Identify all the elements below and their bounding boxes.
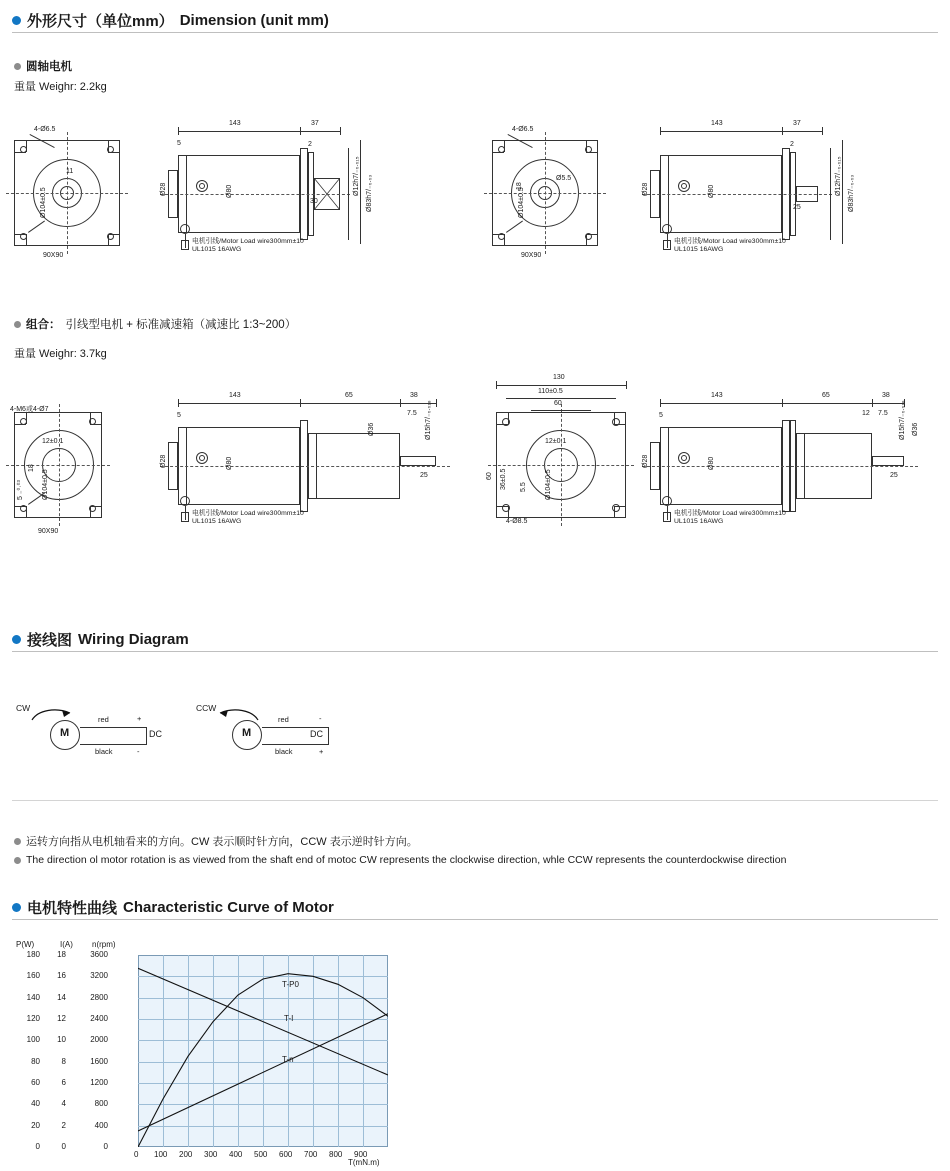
chart-xlabel: T(mN.m)	[348, 1158, 380, 1167]
series-label-2: T-n	[282, 1055, 294, 1064]
d2-slot-label: 18	[516, 182, 523, 190]
axis-label-current: 12	[57, 1014, 66, 1023]
d1-pilot-tolerance: Ø83h7/₋₀.₀₃	[366, 174, 373, 212]
d4-height-in: 36±0.5	[500, 468, 507, 490]
d4-slot-label: 5.5	[520, 482, 527, 492]
note-cn: 运转方向指从电机轴看来的方向。CW 表示顺时针方向，CCW 表示逆时针方向。	[26, 836, 418, 848]
d1-body-d: Ø80	[226, 184, 233, 198]
axis-label-speed: 2000	[90, 1035, 108, 1045]
round-shaft-weight: 重量 Weighr: 2.2kg	[14, 81, 107, 93]
d4-body-d: Ø80	[708, 456, 715, 470]
d4-front-b: 12	[862, 410, 870, 417]
series-label-1: T-I	[284, 1014, 294, 1023]
dimension-section-title	[12, 10, 329, 31]
d4-step-label: 5	[659, 412, 663, 419]
curve-divider	[12, 919, 938, 920]
axis-label-power: 60	[31, 1078, 40, 1087]
curve-title-cn: 电机特性曲线	[27, 900, 118, 917]
gray-bullet-icon-3	[14, 838, 21, 845]
d4-body-length: 143	[711, 392, 723, 399]
ccw-motor-letter: M	[242, 727, 252, 739]
combo-weight: 重量 Weighr: 3.7kg	[14, 348, 107, 360]
wiring-title-en: Wiring Diagram	[78, 631, 189, 648]
axis-label-speed: 400	[94, 1120, 108, 1130]
d3-gear-length: 65	[345, 392, 353, 399]
note-en: The direction ol motor rotation is as viewed from the shaft end of motoc CW represents the clockwise direction, whle CCW represents the counterdockwise direction	[26, 854, 787, 866]
d1-wire-note-en: UL1015 16AWG	[192, 246, 242, 254]
axis-label-current: 14	[57, 992, 66, 1002]
d3-slot-tol-label: 5 ₋⁰·⁰³	[17, 480, 24, 500]
d1-key-length: 30	[310, 198, 318, 205]
d4-wire-note-en: UL1015 16AWG	[674, 518, 724, 526]
axis-label-power: 140	[26, 992, 40, 1002]
axis-label-power: 180	[26, 950, 40, 959]
d3-out-length: 25	[420, 472, 428, 479]
x-tick-label: 500	[254, 1150, 268, 1159]
d3-holes-label: 4-M6或4-Ø7	[10, 406, 49, 413]
ccw-minus-label-top: -	[319, 714, 322, 723]
axis-label-current: 0	[61, 1142, 66, 1151]
x-tick-label: 200	[179, 1150, 193, 1159]
d4-width-c: 60	[554, 400, 562, 407]
wiring-section-title	[12, 629, 189, 650]
x-tick-label: 100	[154, 1150, 168, 1159]
x-tick-label: 300	[204, 1150, 218, 1159]
d4-gear-length: 65	[822, 392, 830, 399]
d2-wire-note	[674, 238, 786, 255]
d1-step-label: 5	[177, 140, 181, 147]
cw-red-label: red	[98, 715, 109, 724]
d2-shaft-tolerance: Ø12h7/₋₀.₀₁₅	[835, 156, 842, 196]
axis-label-current: 16	[57, 971, 66, 981]
dimension-title-en: Dimension (unit mm)	[179, 12, 329, 29]
d3-flange-d: Ø28	[160, 454, 167, 468]
d3-face-square-label: 90X90	[38, 528, 59, 535]
d4-height-c: 60	[486, 472, 493, 480]
d1-shaft-length-label: 11	[66, 168, 74, 175]
axis-label-power: 0	[35, 1142, 40, 1151]
d3-shaft-tolerance: Ø15h7/₋₀.₀₁₈	[425, 400, 432, 440]
d2-flange-d: Ø28	[642, 182, 649, 196]
axis-label-current: 10	[57, 1035, 66, 1045]
chart-curves	[138, 955, 388, 1147]
d1-wire-note	[192, 238, 304, 255]
x-tick-label: 800	[329, 1150, 343, 1159]
d4-front-length: 38	[882, 392, 890, 399]
d3-pilot-label: Ø104±0.5	[42, 469, 49, 500]
d2-body-d: Ø80	[708, 184, 715, 198]
d1-pilot-label: Ø104±0.5	[40, 187, 47, 218]
d4-out-length: 25	[890, 472, 898, 479]
d4-key-label: 12±0.1	[545, 438, 567, 445]
chart-series-T-I	[138, 1014, 388, 1131]
series-label-0: T-P0	[282, 980, 299, 989]
d1-holes-label: 4-Ø6.5	[34, 126, 56, 133]
axis-label-power: 120	[26, 1014, 40, 1023]
d3-body-length: 143	[229, 392, 241, 399]
d4-front2-length: 7.5	[878, 410, 888, 417]
d2-body-length: 143	[711, 120, 723, 127]
chart-series-T-P0	[138, 974, 388, 1147]
header-divider	[12, 32, 938, 33]
chart-series-T-n	[138, 968, 388, 1075]
axis-header-n: n(rpm)	[92, 940, 116, 949]
axis-label-speed: 1200	[90, 1078, 108, 1087]
axis-label-speed: 3200	[90, 971, 108, 981]
d1-body-length: 143	[229, 120, 241, 127]
d2-front-length: 37	[793, 120, 801, 127]
d2-shaft-hole-label: Ø5.5	[556, 175, 572, 182]
ccw-label: CCW	[196, 703, 217, 713]
axis-label-speed: 2800	[90, 992, 108, 1002]
axis-label-power: 80	[31, 1056, 40, 1066]
curve-section-title	[12, 897, 334, 918]
axis-label-speed: 800	[94, 1099, 108, 1109]
axis-label-current: 6	[61, 1078, 66, 1087]
d2-wire-note-en: UL1015 16AWG	[674, 246, 724, 254]
d4-wire-note	[674, 510, 786, 527]
d2-key-length: 25	[793, 204, 801, 211]
cw-plus-label: +	[137, 714, 142, 723]
cw-label: CW	[16, 703, 31, 713]
combo-text-rest: 引线型电机 + 标准减速箱（减速比 1:3~200）	[65, 319, 297, 331]
d3-slot-label: 18	[28, 464, 35, 472]
axis-label-current: 18	[57, 950, 66, 959]
blue-bullet-icon	[12, 16, 21, 25]
d1-shaft-tolerance: Ø12h7/₋₀.₀₁₅	[353, 156, 360, 196]
x-tick-label: 400	[229, 1150, 243, 1159]
axis-label-current: 2	[61, 1120, 66, 1130]
d2-pilot-label: Ø104±0.5	[518, 187, 525, 218]
cw-minus-label: -	[137, 747, 140, 756]
axis-label-speed: 0	[103, 1142, 108, 1151]
axis-label-power: 20	[31, 1120, 40, 1130]
cw-dc-label: DC	[149, 729, 162, 739]
x-tick-label: 600	[279, 1150, 293, 1159]
wiring-divider	[12, 651, 938, 652]
d1-tip-label: 2	[308, 141, 312, 148]
d3-step-label: 5	[177, 412, 181, 419]
x-tick-label: 900	[354, 1150, 368, 1159]
d4-flange-d: Ø28	[642, 454, 649, 468]
axis-label-current: 8	[61, 1056, 66, 1066]
d4-width-out: 130	[553, 374, 565, 381]
note-cn-row	[14, 833, 418, 849]
wiring-bottom-divider	[12, 800, 938, 801]
ccw-plus-label-bottom: +	[319, 747, 324, 756]
axis-label-current: 4	[61, 1099, 66, 1109]
d3-gear-d: Ø36	[368, 422, 375, 436]
d1-wire-note-cn: 电机引线/Motor Load wire300mm±10	[192, 238, 304, 245]
d3-wire-note-en: UL1015 16AWG	[192, 518, 242, 526]
combo-label	[14, 316, 296, 332]
d2-wire-note-cn: 电机引线/Motor Load wire300mm±10	[674, 238, 786, 245]
cw-motor-letter: M	[60, 727, 70, 739]
d1-front-length: 37	[311, 120, 319, 127]
d4-wire-note-cn: 电机引线/Motor Load wire300mm±10	[674, 510, 786, 517]
round-shaft-label	[14, 58, 72, 74]
cw-black-label: black	[95, 747, 113, 756]
ccw-arrow-icon	[216, 706, 260, 728]
axis-label-speed: 2400	[90, 1014, 108, 1023]
d4-shaft-tolerance: Ø15h7/₋₀.₀₁₈	[899, 400, 906, 440]
gray-bullet-icon	[14, 63, 21, 70]
d2-pilot-tolerance: Ø83h7/₋₀.₀₃	[848, 174, 855, 212]
gray-bullet-icon-4	[14, 857, 21, 864]
ccw-red-label: red	[278, 715, 289, 724]
d3-wire-note	[192, 510, 304, 527]
curve-title-en: Characteristic Curve of Motor	[123, 899, 334, 916]
d3-wire-note-cn: 电机引线/Motor Load wire300mm±10	[192, 510, 304, 517]
dimension-title-cn: 外形尺寸（单位mm）	[27, 13, 174, 30]
d2-holes-label: 4-Ø6.5	[512, 126, 534, 133]
combo-text: 组合：	[26, 319, 61, 331]
d1-face-square-label: 90X90	[43, 252, 64, 259]
d4-gear-d: Ø36	[912, 422, 919, 436]
d1-flange-d: Ø28	[160, 182, 167, 196]
blue-bullet-icon-2	[12, 635, 21, 644]
axis-label-power: 100	[26, 1035, 40, 1045]
ccw-black-label: black	[275, 747, 293, 756]
d4-pilot-label: Ø104±0.5	[545, 469, 552, 500]
axis-label-power: 40	[31, 1099, 40, 1109]
d2-tip-label: 2	[790, 141, 794, 148]
axis-label-speed: 3600	[90, 950, 108, 959]
cw-arrow-icon	[30, 706, 74, 728]
d3-key-label: 12±0.1	[42, 438, 64, 445]
axis-header-i: I(A)	[60, 940, 73, 949]
d2-face-square-label: 90X90	[521, 252, 542, 259]
d4-width-in: 110±0.5	[538, 388, 563, 395]
d4-holes-label: 4-Ø8.5	[506, 518, 528, 525]
x-tick-label: 700	[304, 1150, 318, 1159]
ccw-dc-label: DC	[310, 729, 323, 739]
d3-body-d: Ø80	[226, 456, 233, 470]
axis-label-speed: 1600	[90, 1056, 108, 1066]
axis-label-power: 160	[26, 971, 40, 981]
axis-header-p: P(W)	[16, 940, 35, 949]
x-tick-label-zero: 0	[134, 1150, 139, 1159]
d3-front2-length: 7.5	[407, 410, 417, 417]
wiring-title-cn: 接线图	[27, 632, 73, 649]
d3-front-length: 38	[410, 392, 418, 399]
gray-bullet-icon-2	[14, 321, 21, 328]
round-shaft-text: 圆轴电机	[26, 61, 72, 73]
blue-bullet-icon-3	[12, 903, 21, 912]
note-en-row	[14, 854, 786, 866]
